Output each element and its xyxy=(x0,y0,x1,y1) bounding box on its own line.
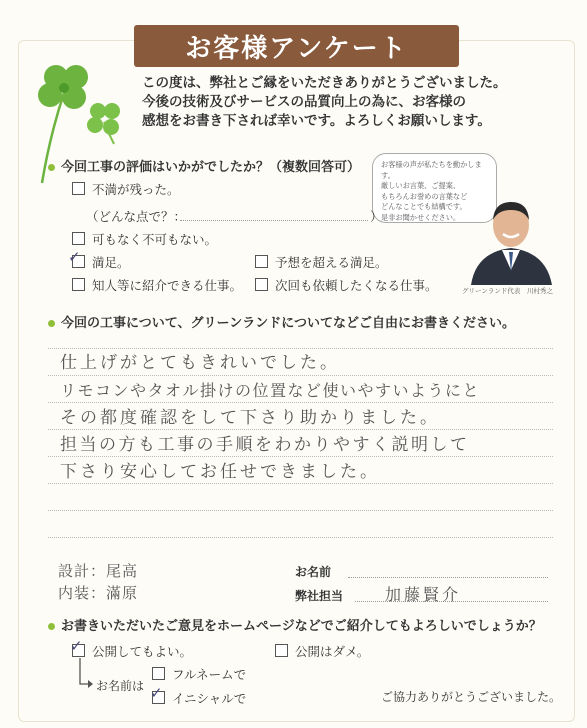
option-label: 公開してもよい。 xyxy=(92,644,193,659)
bubble-line: もちろんお誉めの言葉など xyxy=(381,191,468,201)
checkbox-beyond-expectations[interactable] xyxy=(255,255,268,268)
checkbox-request-again[interactable] xyxy=(255,278,268,291)
checkbox-fullname[interactable] xyxy=(152,667,165,680)
bullet-dot-icon xyxy=(48,164,55,171)
representative-caption: グリーンランド代表 川村秀之 xyxy=(462,287,553,295)
bubble-line: 厳しいお言葉、ご提案、 xyxy=(381,181,461,190)
checkmark-icon: ✓ xyxy=(68,248,81,266)
q2-heading: 今回の工事について、グリーンランドについてなどご自由にお書きください。 xyxy=(48,312,515,331)
option-label: イニシャルで xyxy=(172,691,247,706)
option-label: 不満が残った。 xyxy=(92,182,180,197)
option-label: 可もなく不可もない。 xyxy=(92,232,218,247)
checkbox-recommendable[interactable] xyxy=(72,278,85,291)
interior-staff: 内装：滿原 xyxy=(58,584,139,602)
detail-close: ） xyxy=(370,209,383,224)
thanks-message: ご協力ありがとうございました。 xyxy=(380,690,561,704)
comment-handwriting: その都度確認をして下さり助かりました。 xyxy=(60,408,440,428)
intro-text xyxy=(142,74,582,131)
bubble-line: 是非お聞かせください。 xyxy=(381,212,461,222)
bubble-line: お客様の声が私たちを動かします。 xyxy=(381,160,482,180)
arrow-connector-icon xyxy=(78,658,94,696)
intro-line: 感想をお書き下されば幸いです。よろしくお願いします。 xyxy=(142,113,491,129)
option-label: 知人等に紹介できる仕事。 xyxy=(92,278,243,293)
bullet-dot-icon xyxy=(48,320,55,327)
intro-line: 今後の技術及びサービスの品質向上の為に、お客様の xyxy=(142,94,466,110)
design-staff: 設計：尾高 xyxy=(58,562,139,580)
checkbox-neutral[interactable] xyxy=(72,232,85,245)
q1-heading: 今回工事の評価はいかがでしたか？（複数回答可） xyxy=(48,156,360,175)
detail-prompt: （どんな点で？： xyxy=(86,209,187,224)
comment-handwriting: 仕上げがとてもきれいでした。 xyxy=(60,353,340,373)
detail-input-line[interactable] xyxy=(180,220,368,221)
name-input-line[interactable] xyxy=(348,577,548,578)
bubble-line: どんなことでも結構です。 xyxy=(381,202,467,211)
name-label: お名前 xyxy=(295,565,332,579)
checkbox-dissatisfied[interactable] xyxy=(72,182,85,195)
clover-decoration-small xyxy=(84,100,126,146)
checkbox-publish-ng[interactable] xyxy=(275,644,288,657)
comment-handwriting: 担当の方も工事の手順をわかりやすく説明して xyxy=(60,435,470,455)
writing-line xyxy=(48,510,553,511)
writing-line xyxy=(48,483,553,484)
option-label: 公開はダメ。 xyxy=(295,644,370,659)
q3-heading: お書きいただいたご意見をホームページなどでご紹介してもよろしいでしょうか？ xyxy=(48,615,542,634)
option-label: 満足。 xyxy=(92,255,130,270)
page-title: お客様アンケート xyxy=(134,25,459,67)
option-label: 予想を超える満足。 xyxy=(275,255,388,270)
checkmark-icon: ✓ xyxy=(150,684,163,702)
option-label: 次回も依頼したくなる仕事。 xyxy=(275,278,438,293)
option-label: フルネームで xyxy=(172,667,247,682)
comment-handwriting: リモコンやタオル掛けの位置など使いやすいようにと xyxy=(60,381,481,400)
staff-label: 弊社担当 xyxy=(295,589,344,603)
writing-line xyxy=(48,375,553,376)
name-format-prefix: お名前は xyxy=(96,679,145,693)
checkmark-icon: ✓ xyxy=(70,637,83,655)
bullet-dot-icon xyxy=(48,623,55,630)
writing-line xyxy=(48,537,553,538)
comment-handwriting: 下さり安心してお任せできました。 xyxy=(60,462,380,482)
intro-line: この度は、弊社とご縁をいただきありがとうございました。 xyxy=(142,75,507,91)
staff-handwriting: 加藤賢介 xyxy=(385,585,462,604)
representative-photo xyxy=(466,190,556,285)
